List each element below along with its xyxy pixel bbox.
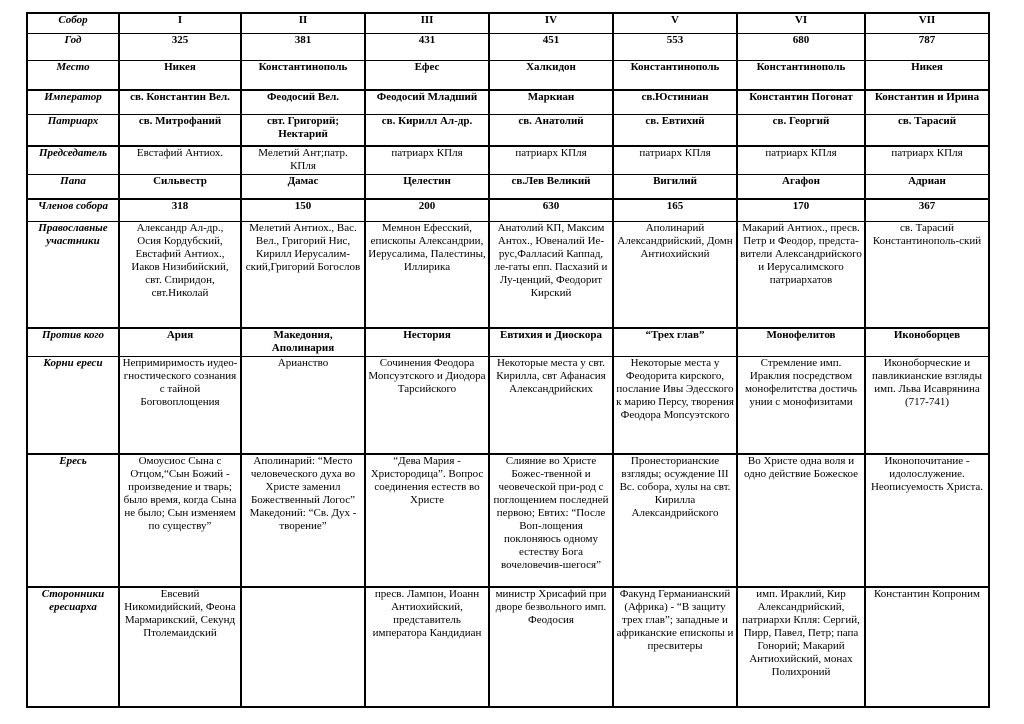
row-roots (27, 357, 989, 454)
cell-chairman-council-3: патриарх КПля (365, 146, 489, 175)
cell-heresy-council-7: Иконопочитание - идолослужение. Неописуемость Христа. (865, 454, 989, 587)
cell-patriarch-council-1: св. Митрофаний (119, 115, 241, 146)
cell-patriarch-council-4: св. Анатолий (489, 115, 613, 146)
row-label-orthodox: Православные участники (27, 222, 119, 328)
cell-roots-council-6: Стремление имп. Ираклия посредством монофелитства достичь унии с монофизитами (737, 357, 865, 454)
cell-year-council-5: 553 (613, 34, 737, 61)
cell-pope-council-6: Агафон (737, 174, 865, 199)
cell-num-council-7: VII (865, 13, 989, 34)
cell-supporters-council-7: Константин Копроним (865, 587, 989, 707)
cell-heresy-council-2: Аполинарий: “Место человеческого духа во Христе заменил Божественный Логос” Македоний: “Св. Дух - творение” (241, 454, 365, 587)
cell-supporters-council-2 (241, 587, 365, 707)
cell-roots-council-5: Некоторые места у Феодорита кирского, послание Ивы Эдесского к марию Персу, творения Феодора Мопсуэтского (613, 357, 737, 454)
cell-place-council-1: Никея (119, 61, 241, 90)
cell-year-council-1: 325 (119, 34, 241, 61)
cell-against-council-7: Иконоборцев (865, 328, 989, 357)
cell-orthodox-council-1: Александр Ал-др., Осия Кордубский, Евстафий Антиох., Иаков Низибийский, свт. Спиридон, свт.Николай (119, 222, 241, 328)
row-members (27, 199, 989, 222)
cell-patriarch-council-5: св. Евтихий (613, 115, 737, 146)
cell-orthodox-council-3: Мемнон Ефесский, епископы Александрии, Иерусалима, Палестины, Иллирика (365, 222, 489, 328)
cell-patriarch-council-2: свт. Григорий; Нектарий (241, 115, 365, 146)
row-place (27, 61, 989, 90)
row-label-against: Против кого (27, 328, 119, 357)
row-label-pope: Папа (27, 174, 119, 199)
cell-year-council-7: 787 (865, 34, 989, 61)
cell-members-council-4: 630 (489, 199, 613, 222)
row-label-heresy: Ересь (27, 454, 119, 587)
cell-members-council-7: 367 (865, 199, 989, 222)
row-label-emperor: Император (27, 90, 119, 115)
cell-roots-council-4: Некоторые места у свт. Кирилла, свт Афанасия Александрийских (489, 357, 613, 454)
cell-roots-council-3: Сочинения Феодора Мопсуэтского и Диодора Тарсийского (365, 357, 489, 454)
cell-patriarch-council-3: св. Кирилл Ал-др. (365, 115, 489, 146)
cell-emperor-council-2: Феодосий Вел. (241, 90, 365, 115)
cell-num-council-5: V (613, 13, 737, 34)
cell-supporters-council-4: министр Хрисафий при дворе безвольного имп. Феодосия (489, 587, 613, 707)
row-orthodox (27, 222, 989, 328)
cell-against-council-4: Евтихия и Диоскора (489, 328, 613, 357)
cell-num-council-3: III (365, 13, 489, 34)
cell-against-council-6: Монофелитов (737, 328, 865, 357)
cell-orthodox-council-5: Аполинарий Александрийский, Домн Антиохийский (613, 222, 737, 328)
cell-num-council-2: II (241, 13, 365, 34)
cell-patriarch-council-7: св. Тарасий (865, 115, 989, 146)
ecumenical-councils-table (26, 12, 990, 708)
cell-heresy-council-5: Пронесторианские взгляды; осуждение III Вс. собора, хулы на свт. Кирилла Александрийского (613, 454, 737, 587)
cell-members-council-2: 150 (241, 199, 365, 222)
cell-num-council-6: VI (737, 13, 865, 34)
cell-place-council-5: Константинополь (613, 61, 737, 90)
row-emperor (27, 90, 989, 115)
cell-heresy-council-1: Омоусиос Сына с Отцом,“Сын Божий - произведение и тварь; было время, когда Сына не было; Сын изменяем по существу” (119, 454, 241, 587)
cell-place-council-6: Константинополь (737, 61, 865, 90)
cell-chairman-council-5: патриарх КПля (613, 146, 737, 175)
cell-roots-council-7: Иконоборческие и павликианские взгляды имп. Льва Исаврянина (717-741) (865, 357, 989, 454)
row-supporters (27, 587, 989, 707)
row-num (27, 13, 989, 34)
row-label-year: Год (27, 34, 119, 61)
cell-year-council-4: 451 (489, 34, 613, 61)
cell-members-council-1: 318 (119, 199, 241, 222)
cell-year-council-6: 680 (737, 34, 865, 61)
cell-heresy-council-4: Слияние во Христе Божес-твенной и чеовеческой при-род с поглощением последней первою; Евтих: “После Воп-лощения поклоняюсь одному естеству Бога вочеловечив-шегося” (489, 454, 613, 587)
cell-against-council-2: Македония, Аполинария (241, 328, 365, 357)
row-pope (27, 174, 989, 199)
cell-orthodox-council-6: Макарий Антиох., пресв. Петр и Феодор, предста-вители Александрийского и Иерусалимского патриархатов (737, 222, 865, 328)
cell-roots-council-1: Непримиримость иудео-гностического сознания с тайной Боговоплощения (119, 357, 241, 454)
cell-against-council-5: “Трех глав” (613, 328, 737, 357)
cell-chairman-council-4: патриарх КПля (489, 146, 613, 175)
cell-emperor-council-3: Феодосий Младший (365, 90, 489, 115)
cell-supporters-council-3: пресв. Лампон, Иоанн Антиохийский, представитель императора Кандидиан (365, 587, 489, 707)
cell-chairman-council-1: Евстафий Антиох. (119, 146, 241, 175)
row-patriarch (27, 115, 989, 146)
row-label-supporters: Сторонники ересиарха (27, 587, 119, 707)
cell-chairman-council-2: Мелетий Ант;патр. КПля (241, 146, 365, 175)
row-against (27, 328, 989, 357)
cell-pope-council-5: Вигилий (613, 174, 737, 199)
cell-place-council-4: Халкидон (489, 61, 613, 90)
cell-orthodox-council-7: св. Тарасий Константинополь-ский (865, 222, 989, 328)
cell-pope-council-7: Адриан (865, 174, 989, 199)
cell-emperor-council-6: Константин Погонат (737, 90, 865, 115)
cell-supporters-council-1: Евсевий Никомидийский, Феона Мармарикский, Секунд Птолемаидский (119, 587, 241, 707)
cell-place-council-2: Константинополь (241, 61, 365, 90)
cell-roots-council-2: Арианство (241, 357, 365, 454)
cell-num-council-4: IV (489, 13, 613, 34)
cell-against-council-3: Нестория (365, 328, 489, 357)
row-label-place: Место (27, 61, 119, 90)
row-label-chairman: Председатель (27, 146, 119, 175)
cell-supporters-council-5: Факунд Германианский (Африка) - “В защиту трех глав”; западные и африканские епископы и пресвитеры (613, 587, 737, 707)
cell-orthodox-council-2: Мелетий Антиох., Вас. Вел., Григорий Нис, Кирилл Иерусалим-ский,Григорий Богослов (241, 222, 365, 328)
cell-patriarch-council-6: св. Георгий (737, 115, 865, 146)
row-year (27, 34, 989, 61)
cell-year-council-2: 381 (241, 34, 365, 61)
cell-pope-council-3: Целестин (365, 174, 489, 199)
row-heresy (27, 454, 989, 587)
cell-num-council-1: I (119, 13, 241, 34)
row-chairman (27, 146, 989, 175)
cell-emperor-council-4: Маркиан (489, 90, 613, 115)
row-label-patriarch: Патриарх (27, 115, 119, 146)
cell-chairman-council-6: патриарх КПля (737, 146, 865, 175)
cell-place-council-7: Никея (865, 61, 989, 90)
cell-against-council-1: Ария (119, 328, 241, 357)
cell-members-council-5: 165 (613, 199, 737, 222)
cell-pope-council-2: Дамас (241, 174, 365, 199)
cell-pope-council-4: св.Лев Великий (489, 174, 613, 199)
cell-pope-council-1: Сильвестр (119, 174, 241, 199)
cell-members-council-3: 200 (365, 199, 489, 222)
cell-supporters-council-6: имп. Ираклий, Кир Александрийский, патриархи Кпля: Сергий, Пирр, Павел, Петр; папа Гонорий; Макарий Антиохийский, монах Полихроний (737, 587, 865, 707)
row-label-roots: Корни ереси (27, 357, 119, 454)
cell-members-council-6: 170 (737, 199, 865, 222)
cell-chairman-council-7: патриарх КПля (865, 146, 989, 175)
cell-emperor-council-7: Константин и Ирина (865, 90, 989, 115)
cell-orthodox-council-4: Анатолий КП, Максим Антох., Ювеналий Ие-рус,Фалласий Каппад, ле-гаты епп. Пасхазий и Лу-ценций, Феодорит Кирский (489, 222, 613, 328)
cell-place-council-3: Ефес (365, 61, 489, 90)
cell-heresy-council-3: “Дева Мария - Христородица”. Вопрос соединения естеств во Христе (365, 454, 489, 587)
cell-year-council-3: 431 (365, 34, 489, 61)
cell-heresy-council-6: Во Христе одна воля и одно действие Божеское (737, 454, 865, 587)
row-label-num: Собор (27, 13, 119, 34)
cell-emperor-council-1: св. Константин Вел. (119, 90, 241, 115)
cell-emperor-council-5: св.Юстиниан (613, 90, 737, 115)
row-label-members: Членов собора (27, 199, 119, 222)
